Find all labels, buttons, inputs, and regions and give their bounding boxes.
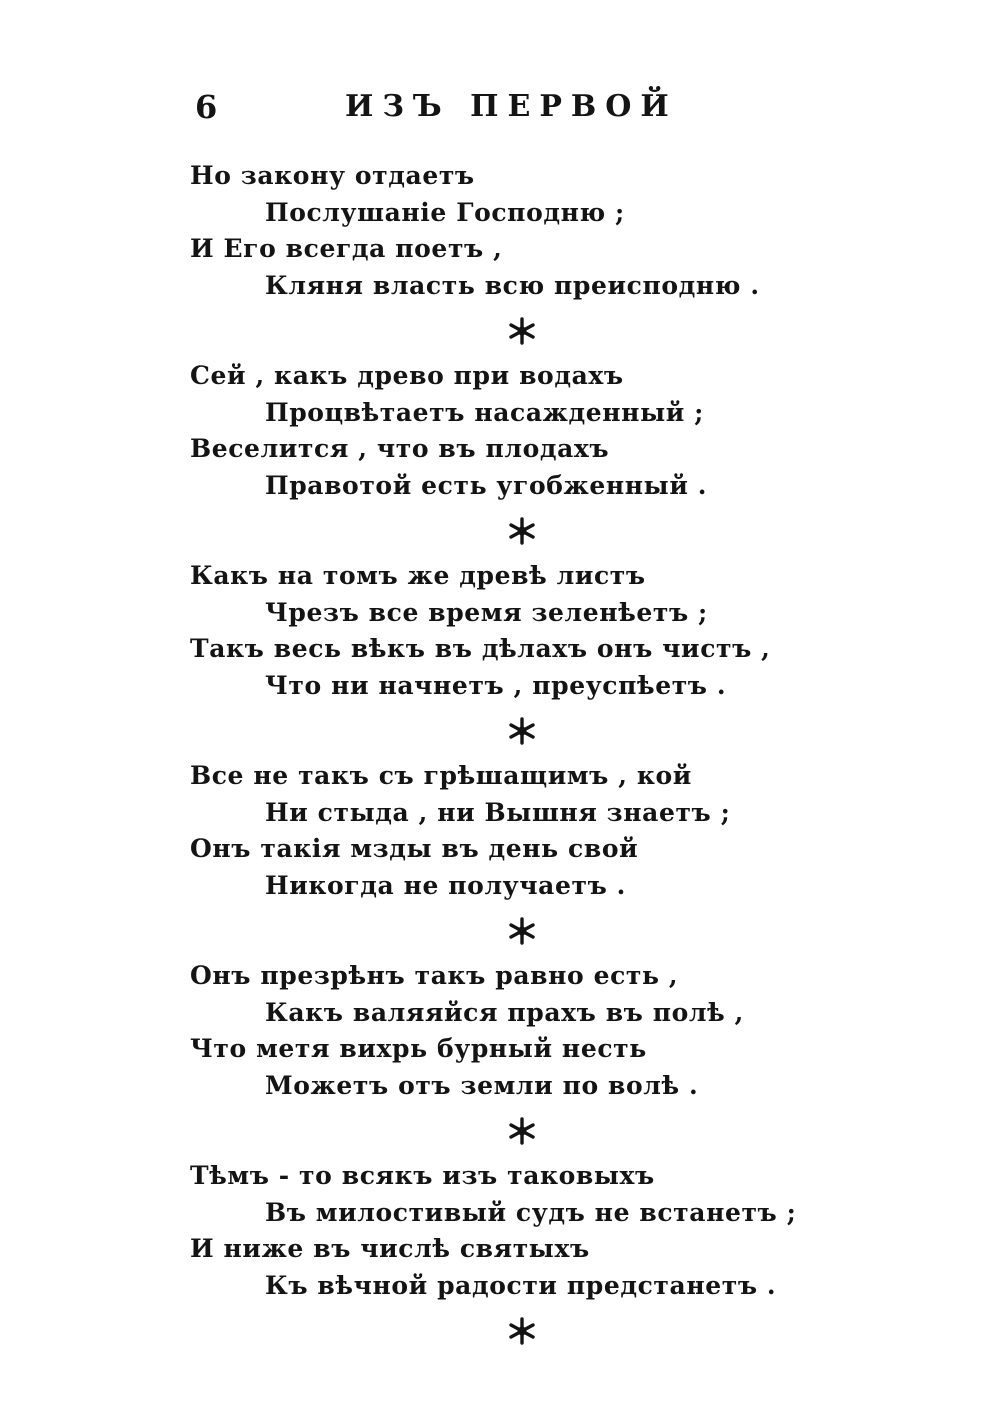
verse-line: Ни стыда , ни Вышня знаетъ ; xyxy=(265,797,731,827)
stanza xyxy=(0,758,1000,904)
verse-line: Что метя вихрь бурный несть xyxy=(190,1034,647,1063)
verse-line: Какъ на томъ же древѣ листъ xyxy=(190,561,646,590)
stanza xyxy=(0,558,1000,704)
stanza-divider xyxy=(0,504,1000,558)
verse-line: Какъ валяяйся прахъ въ полѣ , xyxy=(265,997,744,1027)
verse-line: Тѣмъ - то всякъ изъ таковыхъ xyxy=(190,1161,655,1190)
running-head: ИЗЪ ПЕРВОЙ xyxy=(345,89,678,124)
stanza-divider xyxy=(0,904,1000,958)
verse-line: Веселится , что въ плодахъ xyxy=(190,434,610,463)
verse-line: Все не такъ съ грѣшащимъ , кой xyxy=(190,761,692,790)
verse-line: Такъ весь вѣкъ въ дѣлахъ онъ чистъ , xyxy=(190,634,771,663)
asterism-ornament-icon xyxy=(507,716,537,746)
page-header xyxy=(0,82,1000,132)
verse-line: Послушаніе Господню ; xyxy=(265,197,625,227)
verse-line: Въ милостивый судъ не встанетъ ; xyxy=(265,1197,797,1227)
asterism-ornament-icon xyxy=(507,916,537,946)
verse-line: Онъ презрѣнъ такъ равно есть , xyxy=(190,961,679,990)
verse-line: Кляня власть всю преисподню . xyxy=(265,270,760,300)
stanza-divider xyxy=(0,304,1000,358)
stanza xyxy=(0,358,1000,504)
verse-line: И Его всегда поетъ , xyxy=(190,234,503,263)
asterism-ornament-icon xyxy=(507,516,537,546)
verse-line: Къ вѣчной радости предстанетъ . xyxy=(265,1270,777,1300)
verse-line: Что ни начнетъ , преуспѣетъ . xyxy=(265,670,727,700)
verse-line: Чрезъ все время зеленѣетъ ; xyxy=(265,597,708,627)
stanza-divider xyxy=(0,1304,1000,1358)
asterism-ornament-icon xyxy=(507,316,537,346)
poem xyxy=(0,158,1000,1358)
verse-line: Процвѣтаетъ насажденный ; xyxy=(265,397,705,427)
verse-line: И ниже въ числѣ святыхъ xyxy=(190,1234,590,1263)
verse-line: Онъ такія мзды въ день свой xyxy=(190,834,639,863)
verse-line: Можетъ отъ земли по волѣ . xyxy=(265,1070,699,1100)
stanza xyxy=(0,958,1000,1104)
verse-line: Правотой есть угобженный . xyxy=(265,470,708,500)
asterism-ornament-icon xyxy=(507,1316,537,1346)
verse-line: Никогда не получаетъ . xyxy=(265,870,626,900)
verse-line: Но закону отдаетъ xyxy=(190,161,475,190)
page-number: 6 xyxy=(195,88,218,126)
verse-line: Сей , какъ древо при водахъ xyxy=(190,361,624,390)
stanza xyxy=(0,158,1000,304)
asterism-ornament-icon xyxy=(507,1116,537,1146)
stanza-divider xyxy=(0,704,1000,758)
stanza xyxy=(0,1158,1000,1304)
stanza-divider xyxy=(0,1104,1000,1158)
